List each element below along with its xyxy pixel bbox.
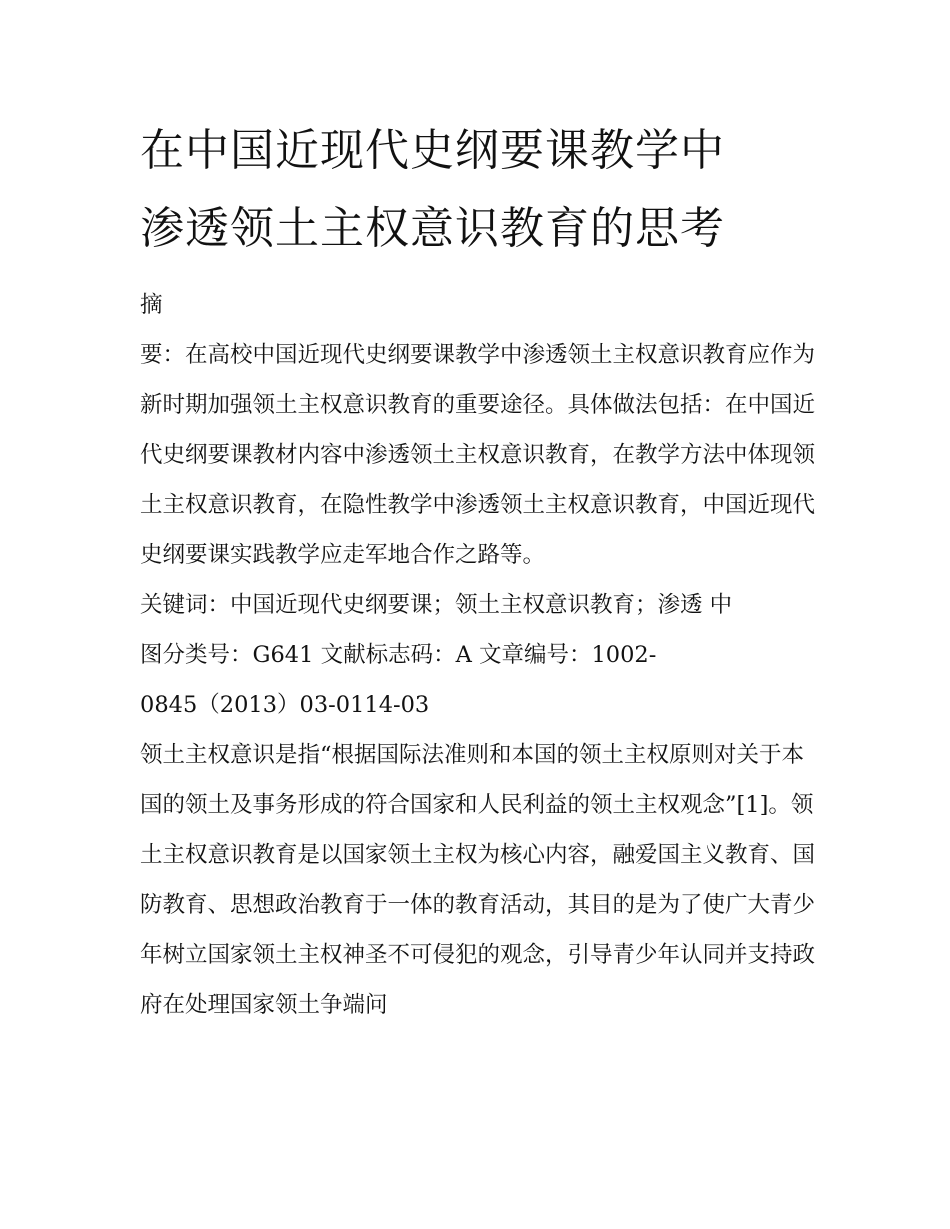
classification-line: 图分类号：G641 文献标志码：A 文章编号：1002- xyxy=(140,642,657,668)
abstract-text: 要：在高校中国近现代史纲要课教学中渗透领土主权意识教育应作为新时期加强领土主权意识教育的重要途径。具体做法包括：在中国近代史纲要课教材内容中渗透领土主权意识教育，在教学方法中体现领土主权意识教育，在隐性教学中渗透领土主权意识教育，中国近现代史纲要课实践教学应走军地合作之路等。 xyxy=(140,342,816,568)
title-line-2: 渗透领土主权意识教育的思考 xyxy=(140,203,725,254)
document-body xyxy=(140,280,820,1030)
title-line-1: 在中国近现代史纲要课教学中 xyxy=(140,125,725,176)
document-title xyxy=(140,112,820,268)
keywords-line: 关键词：中国近现代史纲要课；领土主权意识教育；渗透 中 xyxy=(140,592,733,618)
abstract-label: 摘 xyxy=(140,292,163,318)
document-page xyxy=(140,112,820,1030)
article-number-line: 0845（2013）03-0114-03 xyxy=(140,692,430,718)
body-paragraph: 领土主权意识是指“根据国际法准则和本国的领土主权原则对关于本国的领土及事务形成的符合国家和人民利益的领土主权观念”[1]。领土主权意识教育是以国家领土主权为核心内容，融爱国主义教育、国防教育、思想政治教育于一体的教育活动，其目的是为了使广大青少年树立国家领土主权神圣不可侵犯的观念，引导青少年认同并支持政府在处理国家领土争端问 xyxy=(140,742,816,1018)
